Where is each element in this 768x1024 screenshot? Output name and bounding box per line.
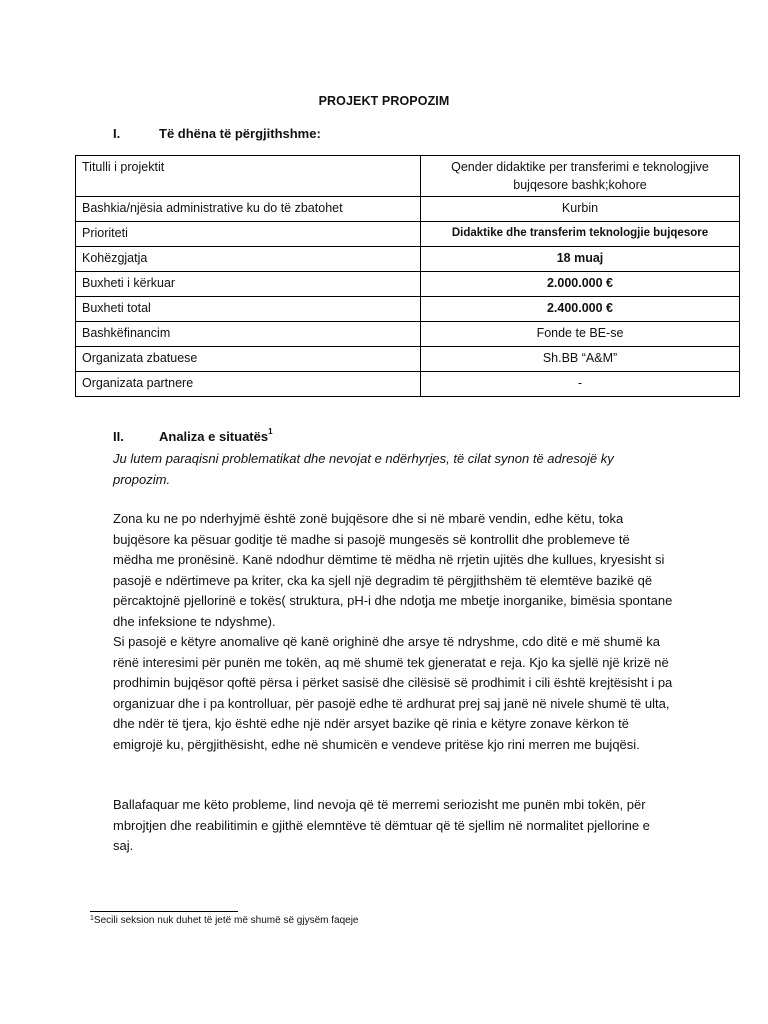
analysis-paragraph-2: Ballafaquar me këto probleme, lind nevoja që të merremi seriozisht me punën mbi tokën, për mbrojtjen dhe reabilitimin e gjithë elemntëve të dëmtuar që të sjellim në normalitet pjellorine e saj. [113, 797, 650, 853]
analysis-paragraph-1 [113, 509, 673, 755]
footnote-divider [90, 911, 238, 912]
row-value-requested-budget: 2.000.000 € [421, 272, 740, 297]
row-label-requested-budget: Buxheti i kërkuar [76, 272, 421, 297]
table-row-municipality [76, 197, 740, 222]
table-row-requested-budget [76, 272, 740, 297]
row-value-partner-org: - [421, 372, 740, 397]
section-2-title: Analiza e situatës [159, 429, 269, 444]
table-row-implementing-org [76, 347, 740, 372]
row-value-implementing-org: Sh.BB “A&M” [421, 347, 740, 372]
section-2-heading [113, 429, 273, 444]
table-row-total-budget [76, 297, 740, 322]
row-label-duration: Kohëzgjatja [76, 247, 421, 272]
row-value-total-budget: 2.400.000 € [421, 297, 740, 322]
footnote-mark: 1 [90, 915, 94, 922]
row-label-total-budget: Buxheti total [76, 297, 421, 322]
analysis-paragraph-1-part-1: Zona ku ne po nderhyjmë është zonë bujqësore dhe si në mbarë vendin, edhe këtu, toka bujqësore ka pësuar goditje të madhe si pasojë mungesës së kontrollit dhe problemeve të mëdha me pronësinë. Kanë ndodhur dëmtime të mëdha në rrjetin ujitës dhe kullues, kryesisht si pasojë e ndërtimeve pa kriter, cka ka sjell një degradim të përgjithshëm të elemtëve bazikë që përcaktojnë pjellorinë e tokës( struktura, pH-i dhe ndotja me mbetje inorganike, bimësia spontane dhe infeksione te ndyshme). [113, 511, 673, 629]
table-row-partner-org [76, 372, 740, 397]
section-1-title: Të dhëna të përgjithshme: [159, 126, 321, 141]
table-row-cofinancing [76, 322, 740, 347]
row-value-cofinancing: Fonde te BE-se [421, 322, 740, 347]
general-info-table [75, 155, 740, 397]
row-label-implementing-org: Organizata zbatuese [76, 347, 421, 372]
row-value-project-title: Qender didaktike per transferimi e teknologjive bujqesore bashk;kohore [421, 156, 740, 197]
table-row-priority [76, 222, 740, 247]
table-row-project-title [76, 156, 740, 197]
footnote [90, 915, 359, 926]
row-value-priority: Didaktike dhe transferim teknologjie bujqesore [421, 222, 740, 247]
row-label-partner-org: Organizata partnere [76, 372, 421, 397]
page-title: PROJEKT PROPOZIM [318, 94, 450, 108]
footnote-reference[interactable]: 1 [268, 427, 273, 436]
footnote-text: Secili seksion nuk duhet të jetë më shumë së gjysëm faqeje [93, 915, 359, 926]
analysis-paragraph-1-part-2: Si pasojë e këtyre anomalive që kanë orighinë dhe arsye të ndryshme, cdo ditë e më shumë ka rënë interesimi për punën me tokën, aq më shumë tek gjeneratat e reja. Kjo ka sjellë një krizë në prodhimin bujqësor qoftë përsa i përket sasisë dhe cilësisë së prodhimit i cili është krejtësisht i pa organizuar dhe i pa kontrolluar, për pasojë edhe të ardhurat prej saj janë në nivele shumë të ulta, dhe ndër të tjera, kjo është edhe një ndër arsyet bazike që rinia e këtyre zonave kërkon të emigrojë ku, përgjithësisht, edhe në shumicën e vendeve pritëse kjo rini merren me bujqësi. [113, 634, 673, 752]
row-label-cofinancing: Bashkëfinancim [76, 322, 421, 347]
section-2-number: II. [113, 429, 124, 444]
row-label-project-title: Titulli i projektit [76, 156, 421, 197]
row-label-priority: Prioriteti [76, 222, 421, 247]
table-row-duration [76, 247, 740, 272]
section-2-instruction: Ju lutem paraqisni problematikat dhe nevojat e ndërhyrjes, të cilat synon të adresojë ky propozim. [113, 451, 614, 487]
row-value-municipality: Kurbin [421, 197, 740, 222]
row-value-duration: 18 muaj [421, 247, 740, 272]
section-1-number: I. [113, 126, 121, 141]
section-1-heading [113, 126, 321, 141]
row-label-municipality: Bashkia/njësia administrative ku do të zbatohet [76, 197, 421, 222]
